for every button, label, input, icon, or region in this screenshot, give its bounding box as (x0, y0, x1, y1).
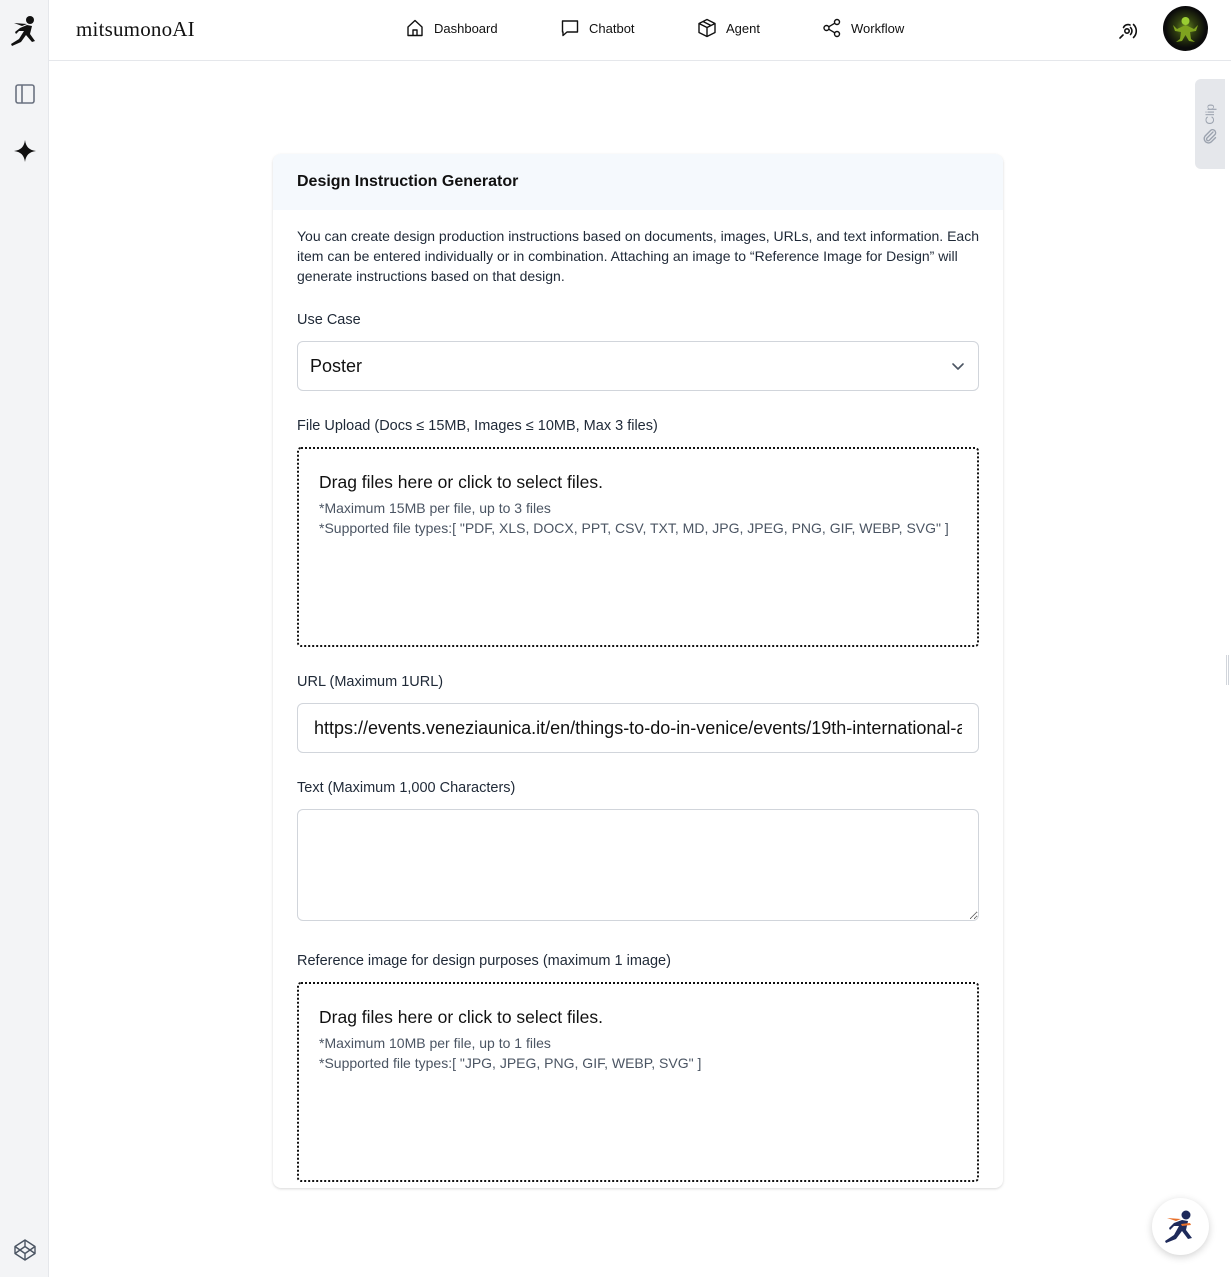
reference-image-size-note: *Maximum 10MB per file, up to 1 files (319, 1035, 551, 1051)
url-label: URL (Maximum 1URL) (297, 674, 444, 690)
reference-image-types-note: *Supported file types:[ "JPG, JPEG, PNG, GIF, WEBP, SVG" ] (319, 1055, 702, 1071)
file-upload-drop-title: Drag files here or click to select files. (319, 472, 603, 492)
sidebar-panel-icon[interactable] (9, 78, 40, 109)
use-case-label: Use Case (297, 312, 361, 328)
file-upload-size-note: *Maximum 15MB per file, up to 3 files (319, 500, 551, 516)
avatar[interactable] (1163, 6, 1208, 51)
home-icon (405, 18, 425, 38)
card-header (273, 154, 1003, 210)
cube-icon (697, 18, 717, 38)
design-instruction-card (273, 154, 1003, 1188)
reference-image-label: Reference image for design purposes (maximum 1 image) (297, 953, 671, 969)
use-case-value: Poster (310, 355, 363, 376)
reference-image-dropzone[interactable] (297, 982, 979, 1182)
nav-agent-label: Agent (726, 20, 760, 36)
nav-dashboard[interactable] (405, 18, 498, 38)
left-rail (0, 0, 49, 1277)
codepen-icon[interactable] (9, 1234, 40, 1265)
chevron-down-icon (950, 358, 966, 374)
text-input[interactable] (297, 809, 979, 921)
reference-image-drop-title: Drag files here or click to select files. (319, 1007, 603, 1027)
file-upload-types-note: *Supported file types:[ "PDF, XLS, DOCX, PPT, CSV, TXT, MD, JPG, JPEG, PNG, GIF, WEBP, SVG" ] (319, 520, 949, 536)
text-label: Text (Maximum 1,000 Characters) (297, 780, 516, 796)
top-bar (49, 0, 1231, 61)
ninja-assistant-icon (1163, 1208, 1199, 1246)
paperclip-icon (1202, 128, 1218, 144)
nav-workflow[interactable] (822, 18, 904, 38)
clip-tab[interactable] (1195, 79, 1225, 169)
file-upload-label: File Upload (Docs ≤ 15MB, Images ≤ 10MB, Max 3 files) (297, 418, 658, 434)
sparkle-icon[interactable] (9, 135, 40, 166)
file-upload-dropzone[interactable] (297, 447, 979, 647)
nav-agent[interactable] (697, 18, 760, 38)
use-case-select[interactable] (297, 341, 979, 391)
assistant-fab-button[interactable] (1152, 1198, 1209, 1255)
nav-chatbot-label: Chatbot (589, 20, 635, 36)
brand-name[interactable]: mitsumonoAI (76, 17, 195, 41)
card-description: You can create design production instructions based on documents, images, URLs, and text information. Each item can be entered individually or in combination. Attaching an image to “Reference Image for Design” will generate instructions based on that design. (297, 228, 979, 284)
nav-chatbot[interactable] (560, 18, 635, 38)
nav-workflow-label: Workflow (851, 20, 905, 36)
url-input[interactable] (297, 703, 979, 753)
ninja-logo-icon[interactable] (9, 16, 40, 47)
clip-tab-label: Clip (1203, 103, 1217, 125)
resize-handle[interactable] (1226, 655, 1229, 685)
share-nodes-icon (822, 18, 842, 38)
nav-dashboard-label: Dashboard (434, 20, 498, 36)
chat-bubble-icon (560, 18, 580, 38)
radio-signal-icon[interactable] (1115, 17, 1141, 43)
card-title: Design Instruction Generator (297, 173, 519, 190)
